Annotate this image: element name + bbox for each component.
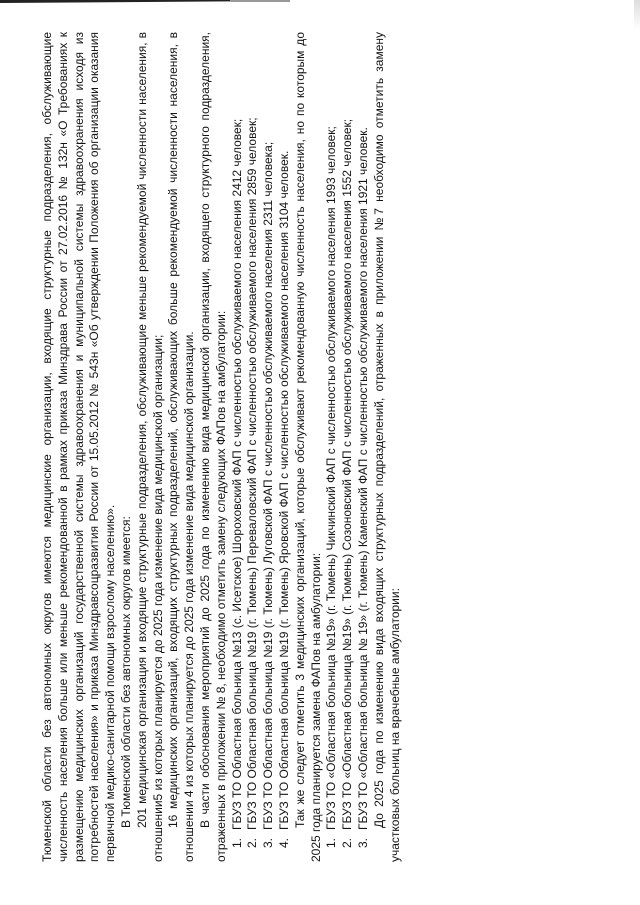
list-item [261,32,277,862]
list-item [340,32,356,862]
scan-edge-mark-2 [230,0,290,2]
paragraph-fewer-population: 201 медицинская организация и входящие структурные подразделения, обслуживающие меньше рекомендуемой численности населения, в отношении5 из которых планируется до 2025 года изменение вида медицинской организации; [134,32,165,862]
list-item-number: 4. [276,837,291,848]
list-item-text: ГБУЗ ТО Областная больница №19 (г. Тюмень) Луговской ФАП с численностью обслуживаемого населения 2311 человека; [261,141,276,830]
list-item [230,32,246,862]
list-item [245,32,261,862]
document-body [40,32,403,862]
scan-corner-shadow [634,0,640,30]
list-item-text: ГБУЗ ТО «Областная больница №19» (г. Тюмень) Созоновский ФАП с численностью обслуживаемого населения 1552 человек; [340,118,355,830]
list-item-text: ГБУЗ ТО Областная больница №19 (г. Тюмень) Яровской ФАП с численностью обслуживаемого населения 3104 человек. [276,150,291,830]
paragraph-fap-replacement: В части обоснования мероприятий до 2025 года по изменению вида медицинской организации, входящего структурного подразделения, отраженных в приложении № 8, необходимо отметить замену следующих ФАПов на амбулатории: [197,32,228,862]
paragraph-recommended-population: Так же следует отметить 3 медицинских организаций, которые обслуживают рекомендованную численность населения, но по которым до 2025 года планируется замена ФАПов на амбулатории: [292,32,323,862]
paragraph-summary-heading: В Тюменской области без автономных округов имеется: [118,516,133,828]
list-item-number: 3. [355,837,370,848]
fap-list-2 [324,32,371,862]
list-item [277,32,293,862]
fap-list-1 [230,32,293,862]
list-item-text: ГБУЗ ТО «Областная больница № 19» (г. Тюмень) Каменский ФАП с численностью обслуживаемого населения 1921 человек. [355,127,370,830]
paragraph-more-population: 16 медицинских организаций, входящих структурных подразделений, обслуживающих больше рекомендуемой численности населения, в отношении 4 из которых планируется до 2025 года изменение вида медицинской организации. [166,32,197,862]
scan-edge-mark [0,0,230,3]
list-item-number: 1. [229,837,244,848]
list-item-number: 2. [340,837,355,848]
list-item-text: ГБУЗ ТО Областная больница №19 (г. Тюмень) Переваловский ФАП с численностью обслуживаемого населения 2859 человек; [245,117,260,830]
list-item-text: ГБУЗ ТО «Областная больница №19» (г. Тюмень) Чикчинский ФАП с численностью обслуживаемого населения 1993 человек; [324,126,339,830]
list-item [324,32,340,862]
list-item-text: ГБУЗ ТО Областная больница №13 (с. Исетское) Шороховский ФАП с численностью обслуживаемого населения 2412 человек; [229,118,244,830]
paragraph-intro: Тюменской области без автономных округов имеются медицинские организации, входящие структурные подразделения, обслуживающие численность населения больше или меньше рекомендованной в рамках приказа Минздрава России от 27.02.2016 № 132н «О Требованиях к размещению медицинских организаций государственной системы здравоохранения и муниципальной системы здравоохранения исходя из потребностей населения» и приказа Минздравсоцразвития России от 15.05.2012 № 543н «Об утверждении Положения об организации оказания первичной медико-санитарной помощи взрослому населению». [40,32,118,862]
list-item-number: 2. [245,837,260,848]
paragraph-district-hospitals: До 2025 года по изменению вида входящих структурных подразделений, отраженных в приложении №7 необходимо отметить замену участковых больниц на врачебные амбулатории: [371,32,402,862]
list-item [356,32,372,862]
list-item-number: 1. [324,837,339,848]
list-item-number: 3. [261,837,276,848]
